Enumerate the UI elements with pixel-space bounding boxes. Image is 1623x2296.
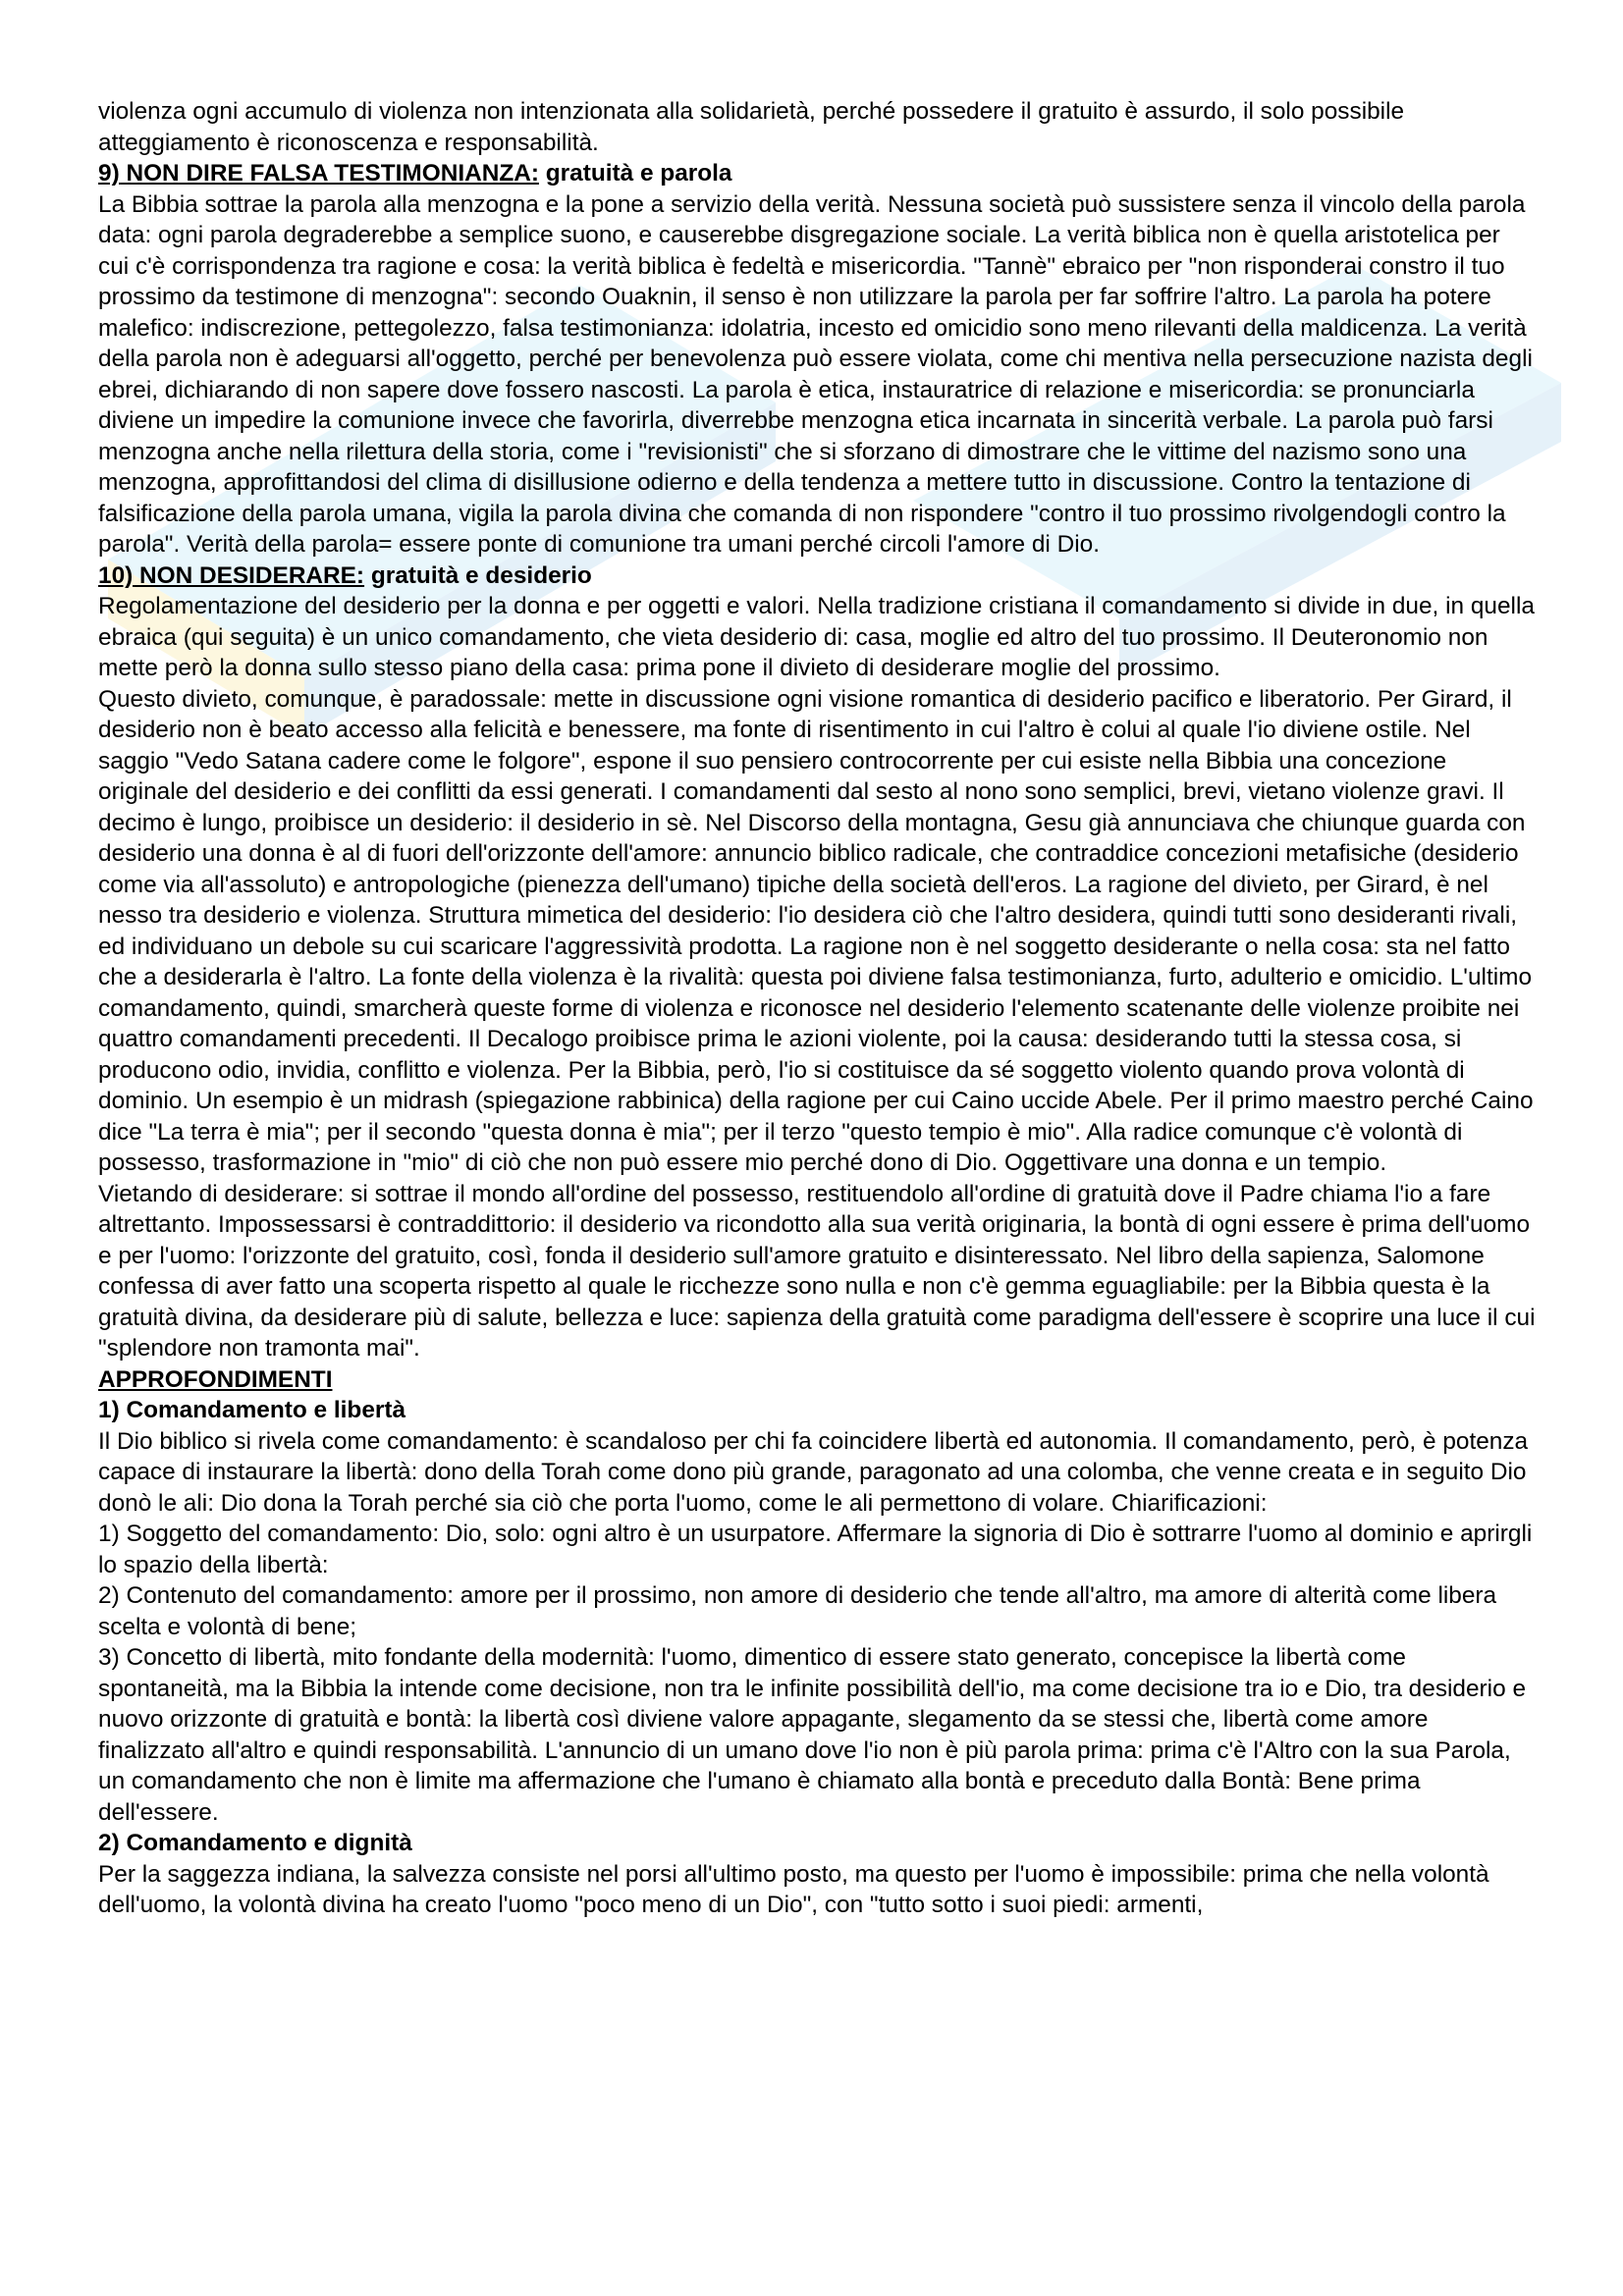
subsection-1-heading: 1) Comandamento e libertà <box>98 1397 406 1423</box>
section-9-heading <box>98 158 1537 189</box>
subsection-2-heading: 2) Comandamento e dignità <box>98 1830 412 1856</box>
section-9-paragraph: La Bibbia sottrae la parola alla menzogna e la pone a servizio della verità. Nessuna società può sussistere senza il vincolo della parola data: ogni parola degraderebbe a semplice suono, e causerebbe disgregazione sociale. La verità biblica non è quella aristotelica per cui c'è corrispondenza tra ragione e cosa: la verità biblica è fedeltà e misericordia. "Tannè" ebraico per "non risponderai constro il tuo prossimo da testimone di menzogna": secondo Ouaknin, il senso è non utilizzare la parola per far soffrire l'altro. La parola ha potere malefico: indiscrezione, pettegolezzo, falsa testimonianza: idolatria, incesto ed omicidio sono meno rilevanti della maldicenza. La verità della parola non è adeguarsi all'oggetto, perché per benevolenza può essere violata, come chi mentiva nella persecuzione nazista degli ebrei, dichiarando di non sapere dove fossero nascosti. La parola è etica, instauratrice di relazione e misericordia: se pronunciarla diviene un impedire la comunione invece che favorirla, diverrebbe menzogna etica incarnata in sincerità verbale. La parola può farsi menzogna anche nella rilettura della storia, come i "revisionisti" che si sforzano di dimostrare che le vittime del nazismo sono una menzogna, approfittandosi del clima di disillusione odierno e della tendenza a mettere tutto in discussione. Contro la tentazione di falsificazione della parola umana, vigila la parola divina che comanda di non rispondere "contro il tuo prossimo rivolgendogli contro la parola". Verità della parola= essere ponte di comunione tra umani perché circoli l'amore di Dio. <box>98 190 1533 558</box>
section-10-paragraph-1: Regolamentazione del desiderio per la donna e per oggetti e valori. Nella tradizione cristiana il comandamento si divide in due, in quella ebraica (qui seguita) è un unico comandamento, che vieta desiderio di: casa, moglie ed altro del tuo prossimo. Il Deuteronomio non mette però la donna sullo stesso piano della casa: prima pone il divieto di desiderare moglie del prossimo. <box>98 593 1535 681</box>
section-10-paragraph-2: Questo divieto, comunque, è paradossale: mette in discussione ogni visione romantica di desiderio pacifico e liberatorio. Per Girard, il desiderio non è beato accesso alla felicità e benessere, ma fonte di risentimento in cui l'altro è colui al quale l'io diviene ostile. Nel saggio "Vedo Satana cadere come le folgore", espone il suo pensiero controcorrente per cui esiste nella Bibbia una concezione originale del desiderio e dei conflitti da essi generati. I comandamenti dal sesto al nono sono semplici, brevi, vietano violenze gravi. Il decimo è lungo, proibisce un desiderio: il desiderio in sè. Nel Discorso della montagna, Gesu già annunciava che chiunque guarda con desiderio una donna è al di fuori dell'orizzonte dell'amore: annuncio biblico radicale, che contraddice concezioni metafisiche (desiderio come via all'assoluto) e antropologiche (pienezza dell'umano) tipiche della società dell'eros. La ragione del divieto, per Girard, è nel nesso tra desiderio e violenza. Struttura mimetica del desiderio: l'io desidera ciò che l'altro desidera, quindi tutti sono desideranti rivali, ed individuano un debole su cui scaricare l'aggressività prodotta. La ragione non è nel soggetto desiderante o nella cosa: sta nel fatto che a desiderarla è l'altro. La fonte della violenza è la rivalità: questa poi diviene falsa testimonianza, furto, adulterio e omicidio. L'ultimo comandamento, quindi, smarcherà queste forme di violenza e riconosce nel desiderio l'elemento scatenante delle violenze proibite nei quattro comandamenti precedenti. Il Decalogo proibisce prima le azioni violente, poi la causa: desiderando tutti la stessa cosa, si producono odio, invidia, conflitto e violenza. Per la Bibbia, però, l'io si costituisce da sé soggetto violento quando prova volontà di dominio. Un esempio è un midrash (spiegazione rabbinica) della ragione per cui Caino uccide Abele. Per il primo maestro perché Caino dice "La terra è mia"; per il secondo "questa donna è mia"; per il terzo "questo tempio è mio". Alla radice comunque c'è volontà di possesso, trasformazione in "mio" di ciò che non può essere mio perché dono di Dio. Oggettivare una donna e un tempio. <box>98 685 1534 1176</box>
subsection-1-item-3: 3) Concetto di libertà, mito fondante della modernità: l'uomo, dimentico di essere stato generato, concepisce la libertà come spontaneità, ma la Bibbia la intende come decisione, non tra le infinite possibilità dell'io, ma come decisione tra io e Dio, tra desiderio e nuovo orizzonte di gratuità e bontà: la libertà così diviene valore appagante, slegamento da se stessi che, libertà come amore finalizzato all'altro e quindi responsabilità. L'annuncio di un umano dove l'io non è più parola prima: prima c'è l'Altro con la sua Parola, un comandamento che non è limite ma affermazione che l'umano è chiamato alla bontà e preceduto dalla Bontà: Bene prima dell'essere. <box>98 1644 1527 1826</box>
section-10-heading <box>98 561 1537 592</box>
section-10-subtitle: gratuità e desiderio <box>364 561 592 589</box>
subsection-2-paragraph: Per la saggezza indiana, la salvezza consiste nel porsi all'ultimo posto, ma questo per l'uomo è impossibile: prima che nella volontà dell'uomo, la volontà divina ha creato l'uomo "poco meno di un Dio", con "tutto sotto i suoi piedi: armenti, <box>98 1860 1489 1918</box>
section-9-title: 9) NON DIRE FALSA TESTIMONIANZA: <box>98 160 539 187</box>
subsection-1-item-2: 2) Contenuto del comandamento: amore per il prossimo, non amore di desiderio che tende all'altro, ma amore di alterità come libera scelta e volontà di bene; <box>98 1582 1497 1640</box>
section-9-subtitle: gratuità e parola <box>538 160 732 187</box>
section-10-title: 10) NON DESIDERARE: <box>98 561 365 589</box>
approfondimenti-heading: APPROFONDIMENTI <box>98 1365 333 1393</box>
document-body <box>98 96 1537 1921</box>
intro-paragraph: violenza ogni accumulo di violenza non intenzionata alla solidarietà, perché possedere il gratuito è assurdo, il solo possibile atteggiamento è riconoscenza e responsabilità. <box>98 98 1405 156</box>
subsection-1-item-1: 1) Soggetto del comandamento: Dio, solo: ogni altro è un usurpatore. Affermare la signoria di Dio è sottrarre l'uomo al dominio e aprirgli lo spazio della libertà: <box>98 1521 1533 1578</box>
subsection-1-paragraph: Il Dio biblico si rivela come comandamento: è scandaloso per chi fa coincidere libertà ed autonomia. Il comandamento, però, è potenza capace di instaurare la libertà: dono della Torah come dono più grande, paragonato ad una colomba, che venne creata e in seguito Dio donò le ali: Dio dona la Torah perché sia ciò che porta l'uomo, come le ali permettono di volare. Chiarificazioni: <box>98 1427 1529 1517</box>
section-10-paragraph-3: Vietando di desiderare: si sottrae il mondo all'ordine del possesso, restituendolo all'ordine di gratuità dove il Padre chiama l'io a fare altrettanto. Impossessarsi è contraddittorio: il desiderio va ricondotto alla sua verità originaria, la bontà di ogni essere è prima dell'uomo e per l'uomo: l'orizzonte del gratuito, così, fonda il desiderio sull'amore gratuito e disinteressato. Nel libro della sapienza, Salomone confessa di aver fatto una scoperta rispetto al quale le ricchezze sono nulla e non c'è gemma eguagliabile: per la Bibbia questa è la gratuità divina, da desiderare più di salute, bellezza e luce: sapienza della gratuità come paradigma dell'essere è scoprire una luce il cui "splendore non tramonta mai". <box>98 1180 1536 1362</box>
